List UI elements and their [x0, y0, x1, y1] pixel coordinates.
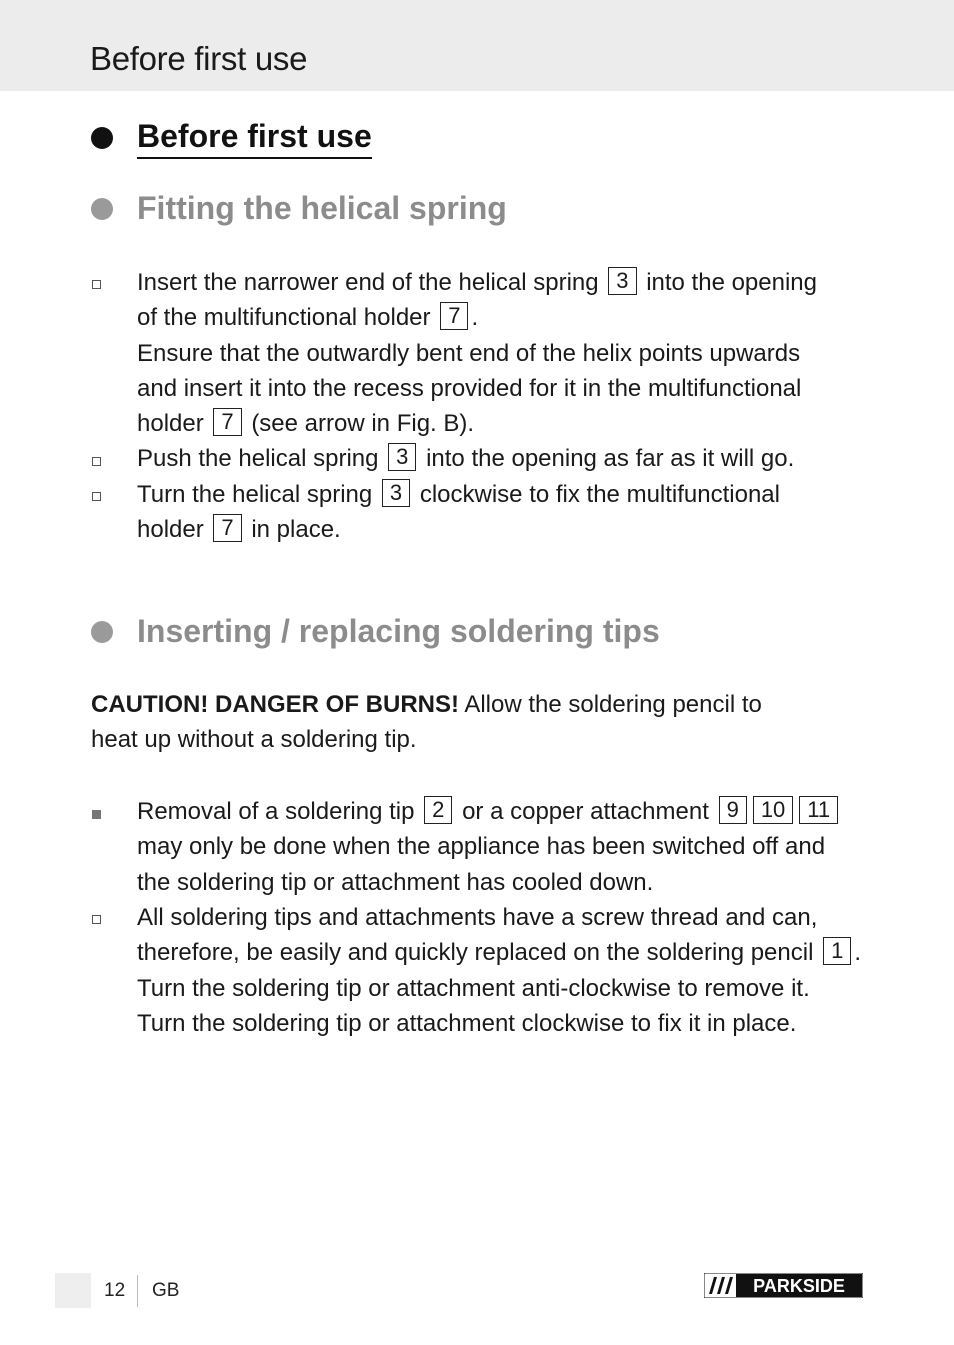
text-line: Ensure that the outwardly bent end of the helix points upwards — [137, 339, 801, 367]
text-line: therefore, be easily and quickly replaced on the soldering pencil 1 . — [137, 938, 862, 967]
parkside-logo — [704, 1273, 863, 1298]
svg-text:PARKSIDE: PARKSIDE — [753, 1276, 845, 1296]
step-text — [137, 441, 794, 476]
part-ref: 1 — [823, 937, 851, 965]
text-line: Turn the soldering tip or attachment clockwise to fix it in place. — [137, 1009, 797, 1037]
list-bullet — [92, 492, 101, 501]
footer-box — [55, 1273, 91, 1308]
step-text — [137, 794, 841, 900]
section-title-helical-spring: Fitting the helical spring — [137, 190, 507, 226]
page-header-title: Before first use — [90, 40, 308, 77]
step-text — [137, 900, 861, 1041]
caution-text — [91, 687, 762, 758]
text-line: Removal of a soldering tip 2 or a copper attachment 9 10 11 — [137, 794, 841, 829]
footer-divider — [137, 1275, 138, 1307]
subsection-bullet — [91, 198, 113, 220]
text-line: Insert the narrower end of the helical spring 3 into the opening — [137, 268, 817, 296]
page-number: 12 — [104, 1280, 126, 1301]
part-ref: 7 — [440, 302, 468, 330]
part-ref: 10 — [753, 796, 793, 824]
section-title-before-first-use: Before first use — [137, 118, 372, 159]
part-ref: 11 — [799, 796, 838, 824]
step-text — [137, 265, 817, 441]
part-ref: 9 — [719, 796, 747, 824]
text-line: may only be done when the appliance has been switched off and — [137, 833, 826, 861]
text-line: All soldering tips and attachments have a screw thread and can, — [137, 904, 818, 931]
text-line: holder 7 in place. — [137, 515, 341, 544]
text-line: holder 7 (see arrow in Fig. B). — [137, 409, 475, 438]
text-line: Turn the soldering tip or attachment anti-clockwise to remove it. — [137, 974, 810, 1002]
text-line: heat up without a soldering tip. — [91, 726, 417, 754]
text-line: the soldering tip or attachment has cooled down. — [137, 868, 654, 896]
part-ref: 3 — [388, 443, 416, 471]
text-line: and insert it into the recess provided for it in the multifunctional — [137, 374, 802, 402]
language-code: GB — [152, 1280, 180, 1301]
subsection-bullet — [91, 621, 113, 643]
text-line: Turn the helical spring 3 clockwise to fix the multifunctional — [137, 480, 780, 508]
text-line: of the multifunctional holder 7 . — [137, 303, 479, 332]
part-ref: 7 — [213, 408, 241, 436]
caution-label: CAUTION! DANGER OF BURNS! — [91, 691, 459, 718]
list-bullet — [92, 280, 101, 289]
text-line: Push the helical spring 3 into the opening as far as it will go. — [137, 444, 795, 472]
part-ref: 3 — [382, 479, 410, 507]
list-bullet-filled — [92, 810, 101, 819]
part-ref: 2 — [424, 796, 452, 824]
section-bullet — [91, 127, 113, 149]
list-bullet — [92, 457, 101, 466]
part-ref: 3 — [608, 267, 636, 295]
step-text — [137, 477, 780, 548]
list-bullet — [92, 915, 101, 924]
text-line: CAUTION! DANGER OF BURNS! Allow the soldering pencil to — [91, 691, 762, 718]
part-ref: 7 — [213, 514, 241, 542]
section-title-soldering-tips: Inserting / replacing soldering tips — [137, 613, 660, 649]
